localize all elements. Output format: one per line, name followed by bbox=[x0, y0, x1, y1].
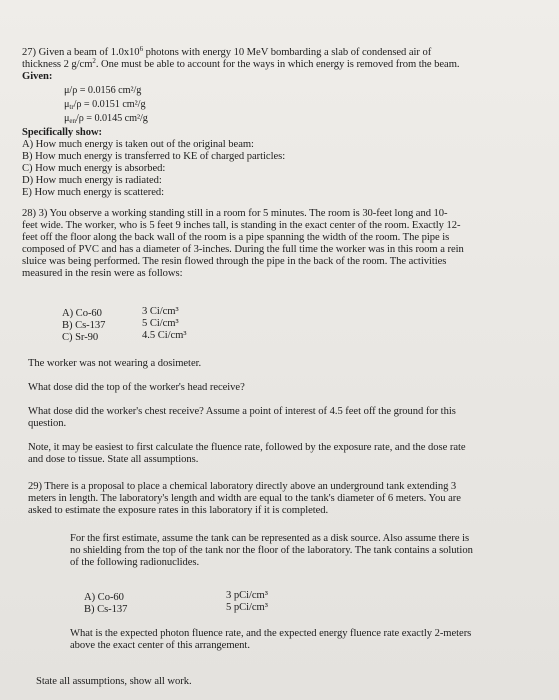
q28-note-2: and dose to tissue. State all assumptions. bbox=[28, 454, 199, 465]
q28-head-question: What dose did the top of the worker's head receive? bbox=[28, 382, 245, 393]
q29-state-assumptions: State all assumptions, show all work. bbox=[36, 676, 192, 687]
q29-nuclide-a-name: A) Co-60 bbox=[84, 592, 124, 603]
q29-line-3: asked to estimate the exposure rates in this laboratory if it is completed. bbox=[28, 505, 329, 516]
q28-line-3: feet off the floor along the back wall of the room is a pipe spanning the width of the room. The pipe is bbox=[22, 232, 450, 243]
q28-nuclide-b-name: B) Cs-137 bbox=[62, 320, 106, 331]
q29-fluence-question-2: above the exact center of this arrangement. bbox=[70, 640, 250, 651]
q28-chest-question-2: question. bbox=[28, 418, 67, 429]
q28-line-5: sluice was being performed. The resin flowed through the pipe in the back of the room. The activities bbox=[22, 256, 447, 267]
q29-nuclide-a-activity: 3 pCi/cm³ bbox=[226, 590, 268, 601]
q27-coefficient-mu-tr: $\mu_{tr}/\rho = 0.0151$ cm²/g bbox=[64, 99, 146, 111]
q29-first-estimate-3: of the following radionuclides. bbox=[70, 557, 200, 568]
q29-nuclide-b-activity: 5 pCi/cm³ bbox=[226, 602, 268, 613]
q27-coefficient-mu-en: $\mu_{en}/\rho = 0.0145$ cm²/g bbox=[64, 113, 148, 125]
q29-line-1: 29) There is a proposal to place a chemical laboratory directly above an underground tank extending 3 bbox=[28, 481, 457, 492]
q27-item-c: C) How much energy is absorbed: bbox=[22, 163, 166, 174]
q29-first-estimate-2: no shielding from the top of the tank nor the floor of the laboratory. The tank contains a solution bbox=[70, 545, 473, 556]
q28-line-1: 28) 3) You observe a working standing still in a room for 5 minutes. The room is 30-feet long and 10- bbox=[22, 208, 448, 219]
q27-line-1: 27) Given a beam of $1.0x10^6$ photons with energy 10 MeV bombarding a slab of condensed air of bbox=[22, 45, 432, 58]
q27-coefficient-mu: μ/ρ = 0.0156 cm²/g bbox=[64, 85, 142, 96]
q28-nuclide-c-activity: 4.5 Ci/cm³ bbox=[142, 330, 187, 341]
q27-item-a: A) How much energy is taken out of the original beam: bbox=[22, 139, 254, 150]
q27-line-2: thickness 2 $g/cm^2$. One must be able to account for the ways in which energy is removed from the beam. bbox=[22, 57, 460, 70]
q28-line-6: measured in the resin were as follows: bbox=[22, 268, 183, 279]
q27-item-d: D) How much energy is radiated: bbox=[22, 175, 162, 186]
q28-dosimeter-note: The worker was not wearing a dosimeter. bbox=[28, 358, 202, 369]
q27-given-label: Given: bbox=[22, 71, 53, 82]
q29-fluence-question-1: What is the expected photon fluence rate, and the expected energy fluence rate exactly 2-meters bbox=[70, 628, 472, 639]
q29-first-estimate-1: For the first estimate, assume the tank can be represented as a disk source. Also assume there is bbox=[70, 533, 470, 544]
q28-line-4: composed of PVC and has a diameter of 3-inches. During the full time the worker was in this room a rein bbox=[22, 244, 464, 255]
q28-note-1: Note, it may be easiest to first calculate the fluence rate, followed by the exposure rate, and the dose rate bbox=[28, 442, 466, 453]
q28-chest-question-1: What dose did the worker's chest receive? Assume a point of interest of 4.5 feet off the ground for this bbox=[28, 406, 456, 417]
q28-nuclide-c-name: C) Sr-90 bbox=[62, 332, 99, 343]
q28-nuclide-a-name: A) Co-60 bbox=[62, 308, 102, 319]
q28-nuclide-a-activity: 3 Ci/cm³ bbox=[142, 306, 179, 317]
q29-line-2: meters in length. The laboratory's length and width are equal to the tank's diameter of 6 meters. You are bbox=[28, 493, 461, 504]
q27-specifically-label: Specifically show: bbox=[22, 127, 103, 138]
q28-line-2: feet wide. The worker, who is 5 feet 9 inches tall, is standing in the exact center of the room. Exactly 12- bbox=[22, 220, 461, 231]
q29-nuclide-b-name: B) Cs-137 bbox=[84, 604, 128, 615]
q27-item-e: E) How much energy is scattered: bbox=[22, 187, 165, 198]
q27-item-b: B) How much energy is transferred to KE of charged particles: bbox=[22, 151, 286, 162]
q28-nuclide-b-activity: 5 Ci/cm³ bbox=[142, 318, 179, 329]
